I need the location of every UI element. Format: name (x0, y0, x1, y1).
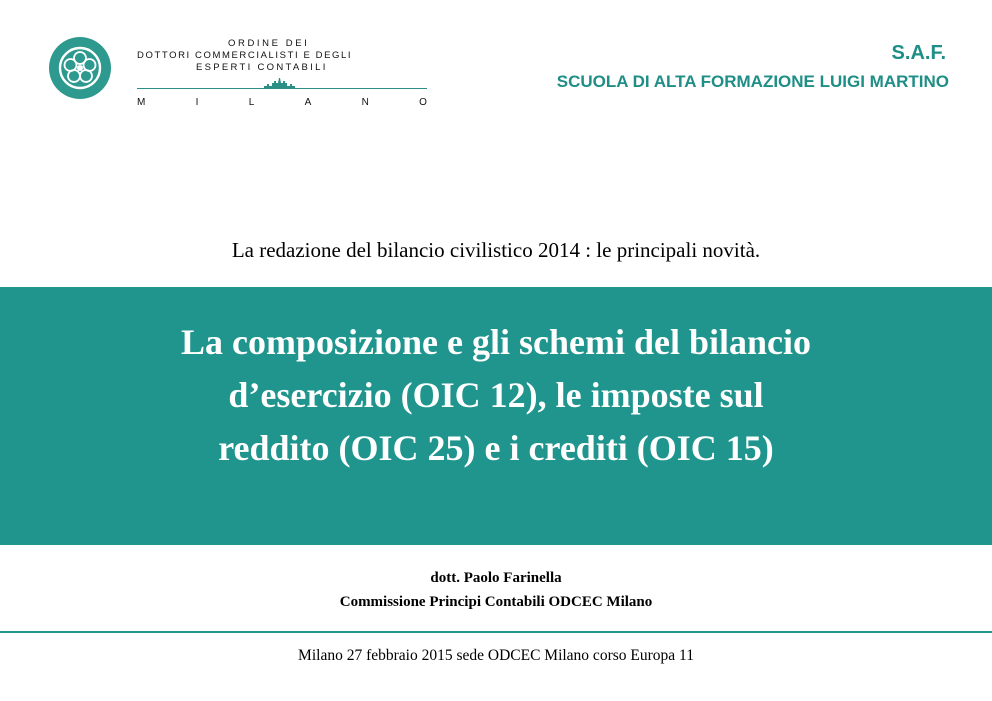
city-letter: O (419, 97, 427, 108)
city-letter: M (137, 97, 146, 108)
org-name-line-3: ESPERTI CONTABILI (196, 62, 328, 73)
author-affiliation: Commissione Principi Contabili ODCEC Milano (339, 594, 653, 610)
org-name-line-1: ORDINE DEI (228, 38, 310, 49)
saf-acronym: S.A.F. (891, 42, 946, 64)
title-line: d’esercizio (OIC 12), le imposte sul (228, 375, 764, 415)
logo-divider (137, 88, 427, 89)
title-line: reddito (OIC 25) e i crediti (OIC 15) (218, 428, 774, 468)
city-letter: N (361, 97, 369, 108)
slide-title (60, 316, 932, 475)
city-letter: A (304, 97, 312, 108)
city-name (137, 97, 427, 108)
org-name-line-2: DOTTORI COMMERCIALISTI E DEGLI (137, 50, 353, 61)
odcec-logo-icon (48, 36, 112, 100)
event-venue: Milano 27 febbraio 2015 sede ODCEC Milano corso Europa 11 (298, 647, 694, 664)
course-subtitle: La redazione del bilancio civilistico 2014 : le principali novità. (231, 238, 761, 262)
school-name: SCUOLA DI ALTA FORMAZIONE LUIGI MARTINO (556, 72, 949, 91)
city-letter: L (248, 97, 255, 108)
city-letter: I (195, 97, 199, 108)
title-line: La composizione e gli schemi del bilancio (181, 322, 811, 362)
author-name: dott. Paolo Farinella (430, 570, 562, 586)
footer-divider (0, 631, 992, 633)
